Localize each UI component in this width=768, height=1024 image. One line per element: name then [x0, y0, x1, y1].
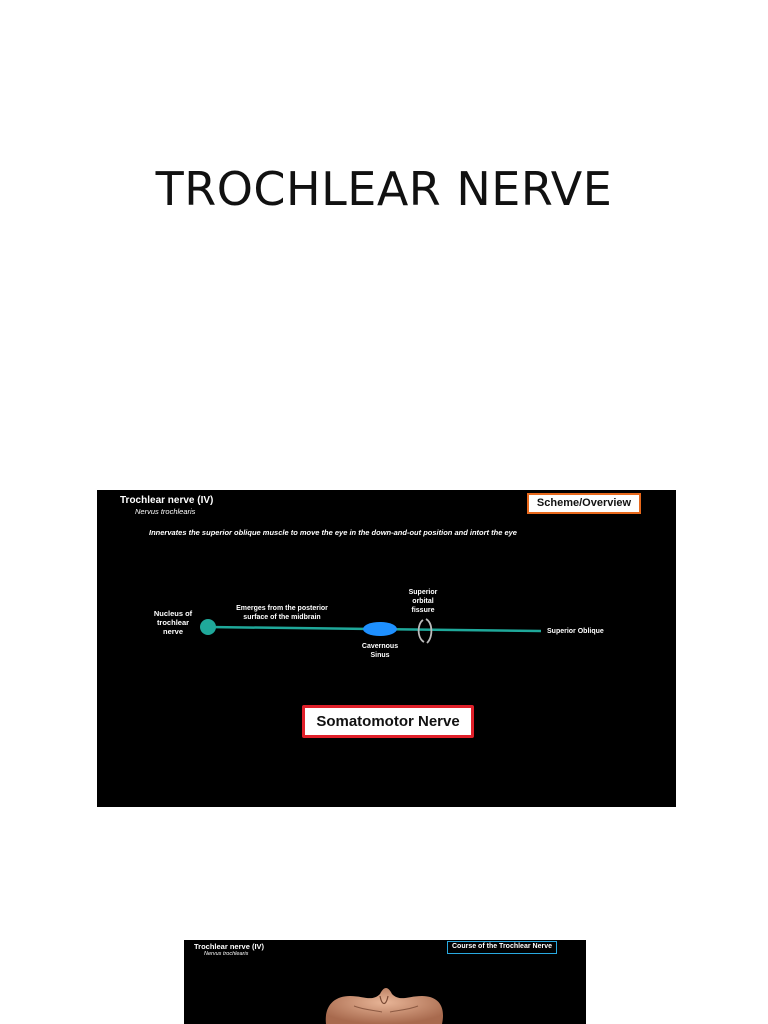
course-badge: Course of the Trochlear Nerve — [447, 941, 557, 954]
scheme-overview-image — [97, 490, 676, 807]
brainstem-anatomy-illustration — [184, 940, 586, 1024]
emerges-label: Emerges from the posterior surface of the midbrain — [236, 605, 328, 621]
nucleus-label: Nucleus of trochlear nerve — [153, 609, 193, 636]
orbital-fissure-ring — [419, 619, 432, 643]
scheme-overview-badge: Scheme/Overview — [527, 493, 641, 514]
cavernous-sinus-label: Cavernous Sinus — [361, 643, 399, 659]
cavernous-sinus-shape — [363, 622, 397, 636]
panel-nerve-latin: Nervus trochlearis — [135, 507, 196, 516]
orbital-fissure-label: Superior orbital fissure — [408, 589, 438, 614]
nerve-description: Innervates the superior oblique muscle to move the eye in the down-and-out position and intort the eye — [149, 528, 517, 537]
course-image — [184, 940, 586, 1024]
nucleus-dot — [200, 619, 216, 635]
panel-nerve-latin: Nervus trochlearis — [204, 951, 249, 957]
panel-nerve-title: Trochlear nerve (IV) — [194, 942, 265, 951]
slide-title: TROCHLEAR NERVE — [155, 162, 613, 216]
panel-nerve-title: Trochlear nerve (IV) — [120, 495, 214, 506]
superior-oblique-label: Superior Oblique — [547, 628, 604, 635]
somatomotor-nerve-badge: Somatomotor Nerve — [302, 705, 474, 738]
